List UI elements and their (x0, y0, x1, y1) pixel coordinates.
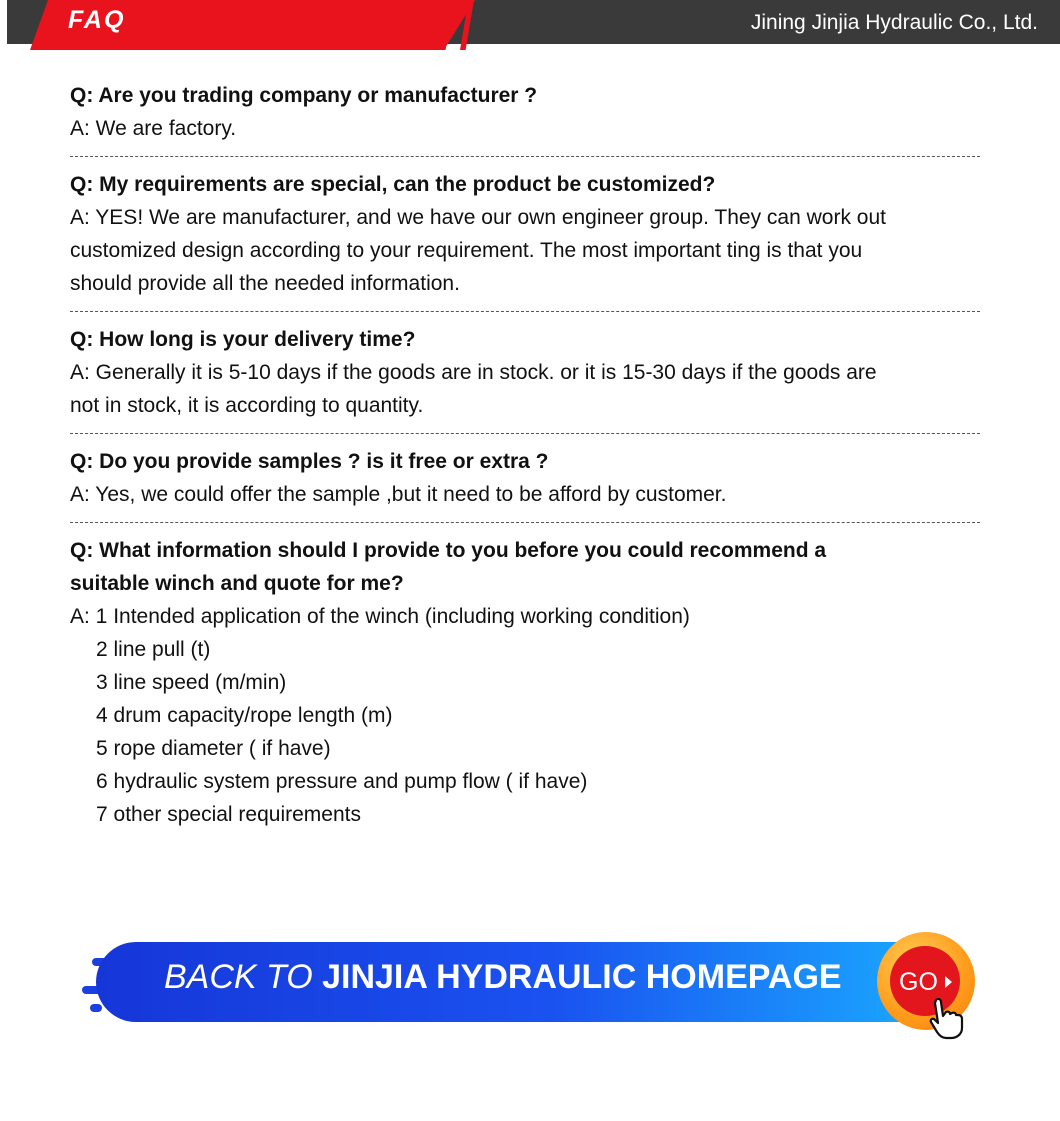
faq-answer: should provide all the needed information. (70, 272, 460, 295)
banner-back-to: BACK TO (164, 958, 313, 996)
dashed-divider (70, 433, 980, 434)
dashed-divider (70, 156, 980, 157)
faq-item (70, 79, 990, 145)
go-label: GO (899, 968, 938, 996)
faq-item (70, 534, 990, 831)
faq-question: Q: Are you trading company or manufacturer ? (70, 84, 538, 107)
requirement-item: 7 other special requirements (96, 803, 361, 826)
faq-question: Q: Do you provide samples ? is it free or extra ? (70, 450, 549, 473)
faq-question: Q: My requirements are special, can the product be customized? (70, 173, 716, 196)
faq-question: suitable winch and quote for me? (70, 572, 404, 595)
faq-answer: A: 1 Intended application of the winch (including working condition) (70, 605, 690, 628)
requirement-item: 4 drum capacity/rope length (m) (96, 704, 393, 727)
faq-answer: A: YES! We are manufacturer, and we have our own engineer group. They can work out (70, 206, 886, 229)
faq-answer: A: We are factory. (70, 117, 237, 140)
speed-line (90, 1004, 102, 1012)
chevron-right-icon (945, 976, 952, 988)
requirement-item: 6 hydraulic system pressure and pump flow ( if have) (96, 770, 588, 793)
pointing-hand-icon (926, 996, 972, 1042)
faq-question: Q: What information should I provide to you before you could recommend a (70, 539, 827, 562)
faq-item (70, 323, 990, 422)
faq-answer: customized design according to your requirement. The most important ting is that you (70, 239, 863, 262)
faq-question: Q: How long is your delivery time? (70, 328, 416, 351)
company-name: Jining Jinjia Hydraulic Co., Ltd. (750, 11, 1038, 34)
faq-answer: A: Yes, we could offer the sample ,but it need to be afford by customer. (70, 483, 727, 506)
faq-answer: A: Generally it is 5-10 days if the goods are in stock. or it is 15-30 days if the goods are (70, 361, 877, 384)
page-title: FAQ (68, 6, 126, 34)
faq-section (70, 79, 990, 831)
requirement-item: 5 rope diameter ( if have) (96, 737, 331, 760)
dashed-divider (70, 522, 980, 523)
requirement-item: 2 line pull (t) (96, 638, 211, 661)
requirement-item: 3 line speed (m/min) (96, 671, 287, 694)
faq-item (70, 168, 990, 300)
banner-text[interactable] (164, 958, 842, 997)
banner-homepage: JINJIA HYDRAULIC HOMEPAGE (322, 958, 842, 996)
faq-item (70, 445, 990, 511)
faq-answer: not in stock, it is according to quantity. (70, 394, 424, 417)
dashed-divider (70, 311, 980, 312)
